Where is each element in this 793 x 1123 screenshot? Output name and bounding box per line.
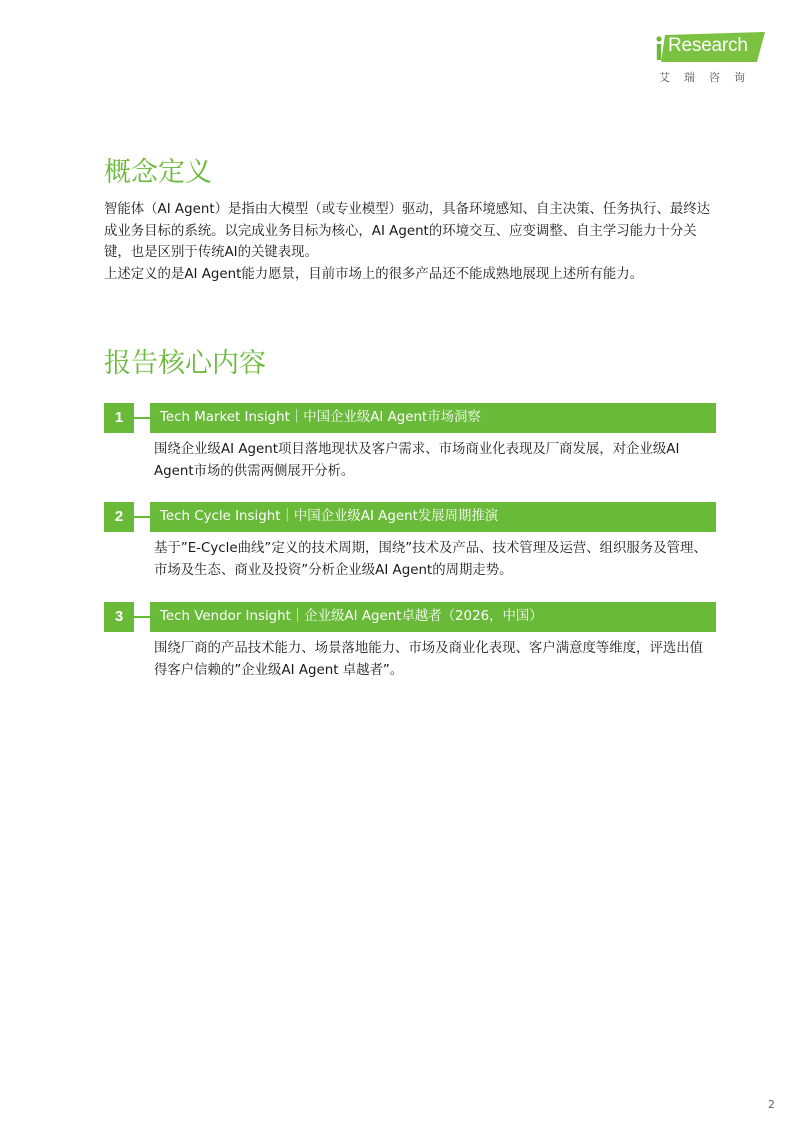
core-item-bar bbox=[104, 403, 716, 433]
item-number-badge: 1 bbox=[104, 403, 134, 433]
item-description: 围绕厂商的产品技术能力、场景落地能力、市场及商业化表现、客户满意度等维度，评选出值得客户信赖的”企业级AI Agent 卓越者”。 bbox=[154, 641, 704, 678]
item-title: Tech Vendor Insight｜企业级AI Agent卓越者（2026，中国） bbox=[150, 602, 716, 632]
core-item-1 bbox=[104, 403, 716, 479]
definition-paragraph-2: 上述定义的是AI Agent能力愿景，目前市场上的很多产品还不能成熟地展现上述所有能力。 bbox=[104, 267, 644, 282]
item-description: 基于”E-Cycle曲线”定义的技术周期，围绕”技术及产品、技术管理及运营、组织服务及管理、市场及生态、商业及投资”分析企业级AI Agent的周期走势。 bbox=[154, 541, 707, 578]
item-number-badge: 2 bbox=[104, 502, 134, 532]
logo-text: Research bbox=[668, 35, 748, 56]
logo-subtitle: 艾瑞咨询 bbox=[659, 71, 759, 84]
item-connector bbox=[134, 616, 150, 618]
page-number: 2 bbox=[768, 1098, 775, 1111]
item-title: Tech Cycle Insight｜中国企业级AI Agent发展周期推演 bbox=[150, 502, 716, 532]
core-item-2 bbox=[104, 502, 716, 578]
core-item-bar bbox=[104, 502, 716, 532]
item-connector bbox=[134, 516, 150, 518]
core-item-bar bbox=[104, 602, 716, 632]
core-item-3 bbox=[104, 602, 716, 678]
iresearch-logo bbox=[655, 30, 767, 84]
item-number-badge: 3 bbox=[104, 602, 134, 632]
definition-title: 概念定义 bbox=[104, 157, 212, 188]
definition-paragraph-1: 智能体（AI Agent）是指由大模型（或专业模型）驱动，具备环境感知、自主决策、任务执行、最终达成业务目标的系统。以完成业务目标为核心，AI Agent的环境交互、应变调整、自主学习能力十分关键，也是区别于传统AI的关键表现。 bbox=[104, 202, 711, 260]
item-title: Tech Market Insight｜中国企业级AI Agent市场洞察 bbox=[150, 403, 716, 433]
item-description: 围绕企业级AI Agent项目落地现状及客户需求、市场商业化表现及厂商发展，对企业级AI Agent市场的供需两侧展开分析。 bbox=[154, 442, 680, 479]
item-connector bbox=[134, 417, 150, 419]
core-content-title: 报告核心内容 bbox=[104, 348, 266, 379]
